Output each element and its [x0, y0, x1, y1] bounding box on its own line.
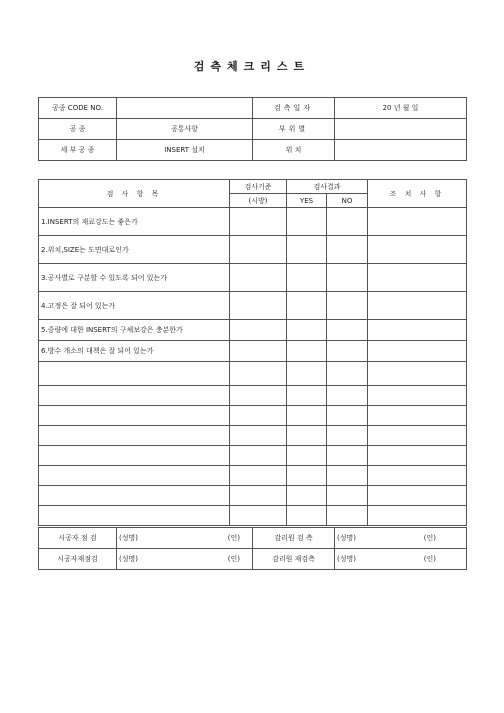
checklist-standard-cell[interactable]: [230, 208, 287, 236]
header-result: 검사결과: [287, 180, 368, 194]
signature-row: [39, 528, 467, 549]
checklist-row: [39, 386, 467, 406]
checklist-yes-cell[interactable]: [287, 208, 327, 236]
checklist-action-cell[interactable]: [368, 466, 467, 486]
checklist-row: [39, 292, 467, 320]
header-row: [39, 180, 467, 194]
header-yes: YES: [287, 194, 327, 208]
checklist-item: [39, 466, 230, 486]
checklist-row: [39, 506, 467, 526]
checklist-item: 5.중량에 대한 INSERT의 구체보강은 충분한가: [39, 320, 230, 341]
inspection-table: [38, 179, 467, 526]
checklist-standard-cell[interactable]: [230, 426, 287, 446]
info-label: 부위별: [253, 119, 335, 140]
checklist-action-cell[interactable]: [368, 264, 467, 292]
info-value[interactable]: [117, 98, 253, 119]
signature-seal[interactable]: (인): [177, 528, 253, 549]
header-standard-sub: (시방): [230, 194, 287, 208]
checklist-row: [39, 362, 467, 386]
checklist-standard-cell[interactable]: [230, 362, 287, 386]
checklist-yes-cell[interactable]: [287, 362, 327, 386]
checklist-item: [39, 506, 230, 526]
signature-name-field[interactable]: (성명): [335, 549, 395, 570]
info-label: 위 치: [253, 140, 335, 161]
checklist-standard-cell[interactable]: [230, 506, 287, 526]
checklist-standard-cell[interactable]: [230, 341, 287, 362]
checklist-standard-cell[interactable]: [230, 486, 287, 506]
checklist-no-cell[interactable]: [327, 341, 368, 362]
checklist-row: [39, 320, 467, 341]
page-title: 검측체크리스트: [193, 60, 311, 73]
header-info-table: [38, 97, 467, 161]
signature-name-field[interactable]: (성명): [117, 528, 177, 549]
checklist-action-cell[interactable]: [368, 406, 467, 426]
checklist-action-cell[interactable]: [368, 292, 467, 320]
checklist-yes-cell[interactable]: [287, 386, 327, 406]
signature-name-field[interactable]: (성명): [335, 528, 395, 549]
signature-label: 시공자 점 검: [39, 528, 117, 549]
info-label: 공종 CODE NO.: [39, 98, 117, 119]
checklist-yes-cell[interactable]: [287, 506, 327, 526]
checklist-item: [39, 362, 230, 386]
info-value[interactable]: 공통사항: [117, 119, 253, 140]
info-value[interactable]: [335, 119, 467, 140]
checklist-no-cell[interactable]: [327, 320, 368, 341]
checklist-no-cell[interactable]: [327, 486, 368, 506]
info-row: [39, 98, 467, 119]
checklist-standard-cell[interactable]: [230, 264, 287, 292]
checklist-no-cell[interactable]: [327, 208, 368, 236]
signature-name-field[interactable]: (성명): [117, 549, 177, 570]
checklist-no-cell[interactable]: [327, 426, 368, 446]
checklist-item: [39, 426, 230, 446]
checklist-action-cell[interactable]: [368, 362, 467, 386]
info-row: [39, 140, 467, 161]
header-item: 검 사 항 목: [39, 180, 230, 208]
checklist-row: [39, 486, 467, 506]
checklist-item: 3.공사별로 구분할 수 있도록 되어 있는가: [39, 264, 230, 292]
checklist-standard-cell[interactable]: [230, 446, 287, 466]
info-label: 검측일자: [253, 98, 335, 119]
header-action: 조 치 사 항: [368, 180, 467, 208]
header-standard: 검사기준: [230, 180, 287, 194]
checklist-yes-cell[interactable]: [287, 264, 327, 292]
checklist-row: [39, 208, 467, 236]
checklist-standard-cell[interactable]: [230, 236, 287, 264]
checklist-row: [39, 446, 467, 466]
info-label: 공 종: [39, 119, 117, 140]
checklist-action-cell[interactable]: [368, 208, 467, 236]
checklist-standard-cell[interactable]: [230, 466, 287, 486]
signature-label: 시공자재점검: [39, 549, 117, 570]
checklist-yes-cell[interactable]: [287, 236, 327, 264]
checklist-no-cell[interactable]: [327, 236, 368, 264]
checklist-no-cell[interactable]: [327, 386, 368, 406]
checklist-action-cell[interactable]: [368, 446, 467, 466]
checklist-action-cell[interactable]: [368, 320, 467, 341]
checklist-yes-cell[interactable]: [287, 406, 327, 426]
checklist-no-cell[interactable]: [327, 506, 368, 526]
checklist-row: [39, 341, 467, 362]
checklist-no-cell[interactable]: [327, 446, 368, 466]
checklist-yes-cell[interactable]: [287, 341, 327, 362]
checklist-no-cell[interactable]: [327, 292, 368, 320]
checklist-row: [39, 236, 467, 264]
checklist-row: [39, 264, 467, 292]
checklist-item: [39, 406, 230, 426]
signature-seal[interactable]: (인): [395, 528, 467, 549]
checklist-row: [39, 466, 467, 486]
signature-seal[interactable]: (인): [395, 549, 467, 570]
signature-label: 감리원 검 측: [253, 528, 335, 549]
checklist-standard-cell[interactable]: [230, 406, 287, 426]
signature-table: [38, 527, 467, 570]
checklist-no-cell[interactable]: [327, 466, 368, 486]
checklist-item: [39, 446, 230, 466]
checklist-action-cell[interactable]: [368, 426, 467, 446]
checklist-action-cell[interactable]: [368, 486, 467, 506]
checklist-yes-cell[interactable]: [287, 292, 327, 320]
checklist-yes-cell[interactable]: [287, 466, 327, 486]
checklist-action-cell[interactable]: [368, 386, 467, 406]
checklist-row: [39, 426, 467, 446]
signature-label: 감리원 재검측: [253, 549, 335, 570]
checklist-action-cell[interactable]: [368, 506, 467, 526]
checklist-yes-cell[interactable]: [287, 426, 327, 446]
checklist-yes-cell[interactable]: [287, 486, 327, 506]
checklist-item: [39, 486, 230, 506]
info-date-value[interactable]: 20 년 월 일: [335, 98, 467, 119]
checklist-yes-cell[interactable]: [287, 320, 327, 341]
signature-row: [39, 549, 467, 570]
checklist-item: 6.방수 개소의 대책은 잘 되어 있는가: [39, 341, 230, 362]
checklist-no-cell[interactable]: [327, 362, 368, 386]
checklist-row: [39, 406, 467, 426]
checklist-standard-cell[interactable]: [230, 292, 287, 320]
checklist-item: 2.위치,SIZE는 도면대로인가: [39, 236, 230, 264]
checklist-no-cell[interactable]: [327, 406, 368, 426]
info-row: [39, 119, 467, 140]
checklist-yes-cell[interactable]: [287, 446, 327, 466]
info-value[interactable]: [335, 140, 467, 161]
checklist-action-cell[interactable]: [368, 341, 467, 362]
header-no: NO: [327, 194, 368, 208]
signature-seal[interactable]: (인): [177, 549, 253, 570]
info-value[interactable]: INSERT 설치: [117, 140, 253, 161]
checklist-item: 1.INSERT의 재료강도는 좋은가: [39, 208, 230, 236]
checklist-item: [39, 386, 230, 406]
info-label: 세 부 공 종: [39, 140, 117, 161]
checklist-item: 4.고정은 잘 되어 있는가: [39, 292, 230, 320]
checklist-no-cell[interactable]: [327, 264, 368, 292]
checklist-standard-cell[interactable]: [230, 320, 287, 341]
checklist-standard-cell[interactable]: [230, 386, 287, 406]
checklist-action-cell[interactable]: [368, 236, 467, 264]
